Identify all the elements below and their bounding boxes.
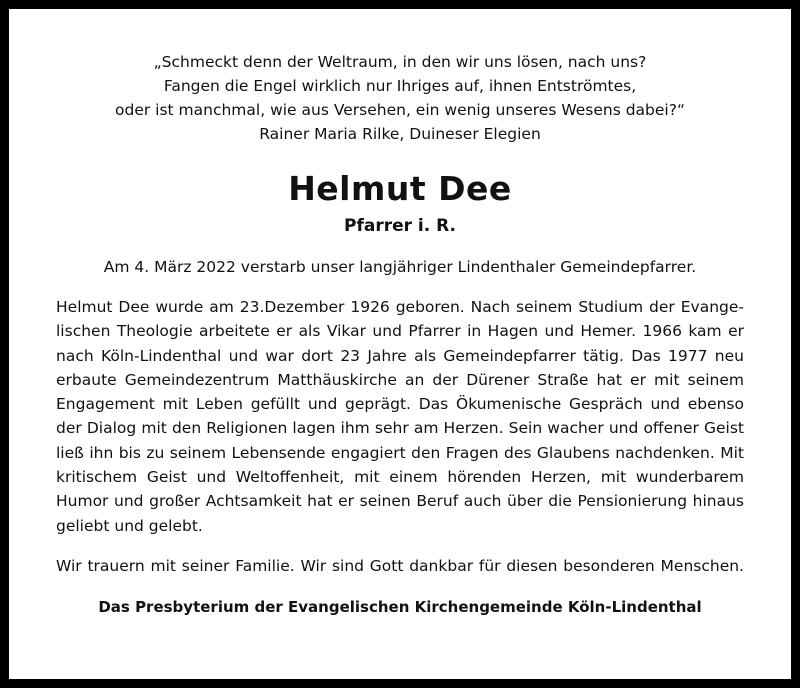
mourning-statement: Wir trauern mit seiner Familie. Wir sind Gott dankbar für diesen besonderen Menschen.	[56, 556, 744, 575]
biography-line: der Dialog mit den Religionen lagen ihm sehr am Herzen. Sein wacher und offener Geist	[56, 419, 744, 438]
rilke-quote	[56, 50, 744, 146]
biography	[56, 295, 744, 538]
biography-line: ließ ihn bis zu seinem Lebensende engagiert den Fragen des Glaubens nachdenken. Mit	[56, 443, 744, 462]
biography-line: Humor und großer Achtsamkeit hat er seinen Beruf auch über die Pensionierung hinaus	[56, 492, 744, 511]
biography-line: kritischem Geist und Weltoffenheit, mit einem hörenden Herzen, mit wunderbarem	[56, 468, 744, 487]
quote-line: Fangen die Engel wirklich nur Ihriges auf, ihnen Entströmtes,	[163, 77, 637, 95]
biography-line: Helmut Dee wurde am 23.Dezember 1926 geboren. Nach seinem Studium der Evange-	[56, 298, 744, 316]
biography-line: geliebt und gelebt.	[56, 516, 203, 535]
quote-line: „Schmeckt denn der Weltraum, in den wir uns lösen, nach uns?	[153, 53, 647, 71]
deceased-name: Helmut Dee	[288, 169, 512, 208]
biography-line: nach Köln-Lindenthal und war dort 23 Jahre als Gemeindepfarrer tätig. Das 1977 neu	[56, 346, 744, 365]
biography-line: erbaute Gemeindezentrum Matthäuskirche an der Dürener Straße hat er mit seinem	[56, 370, 744, 389]
biography-line: Engagement mit Leben gefüllt und geprägt. Das Ökumenische Gespräch und ebenso	[56, 395, 744, 414]
obituary-content	[56, 50, 744, 618]
deceased-title: Pfarrer i. R.	[344, 216, 456, 236]
death-announcement: Am 4. März 2022 verstarb unser langjähriger Lindenthaler Gemeindepfarrer.	[103, 258, 697, 276]
quote-attribution: Rainer Maria Rilke, Duineser Elegien	[259, 125, 541, 143]
biography-line: lischen Theologie arbeitete er als Vikar und Pfarrer in Hagen und Hemer. 1966 kam er	[56, 322, 744, 341]
quote-line: oder ist manchmal, wie aus Versehen, ein wenig unseres Wesens dabei?“	[115, 101, 685, 119]
signature: Das Presbyterium der Evangelischen Kirchengemeinde Köln-Lindenthal	[98, 597, 702, 616]
